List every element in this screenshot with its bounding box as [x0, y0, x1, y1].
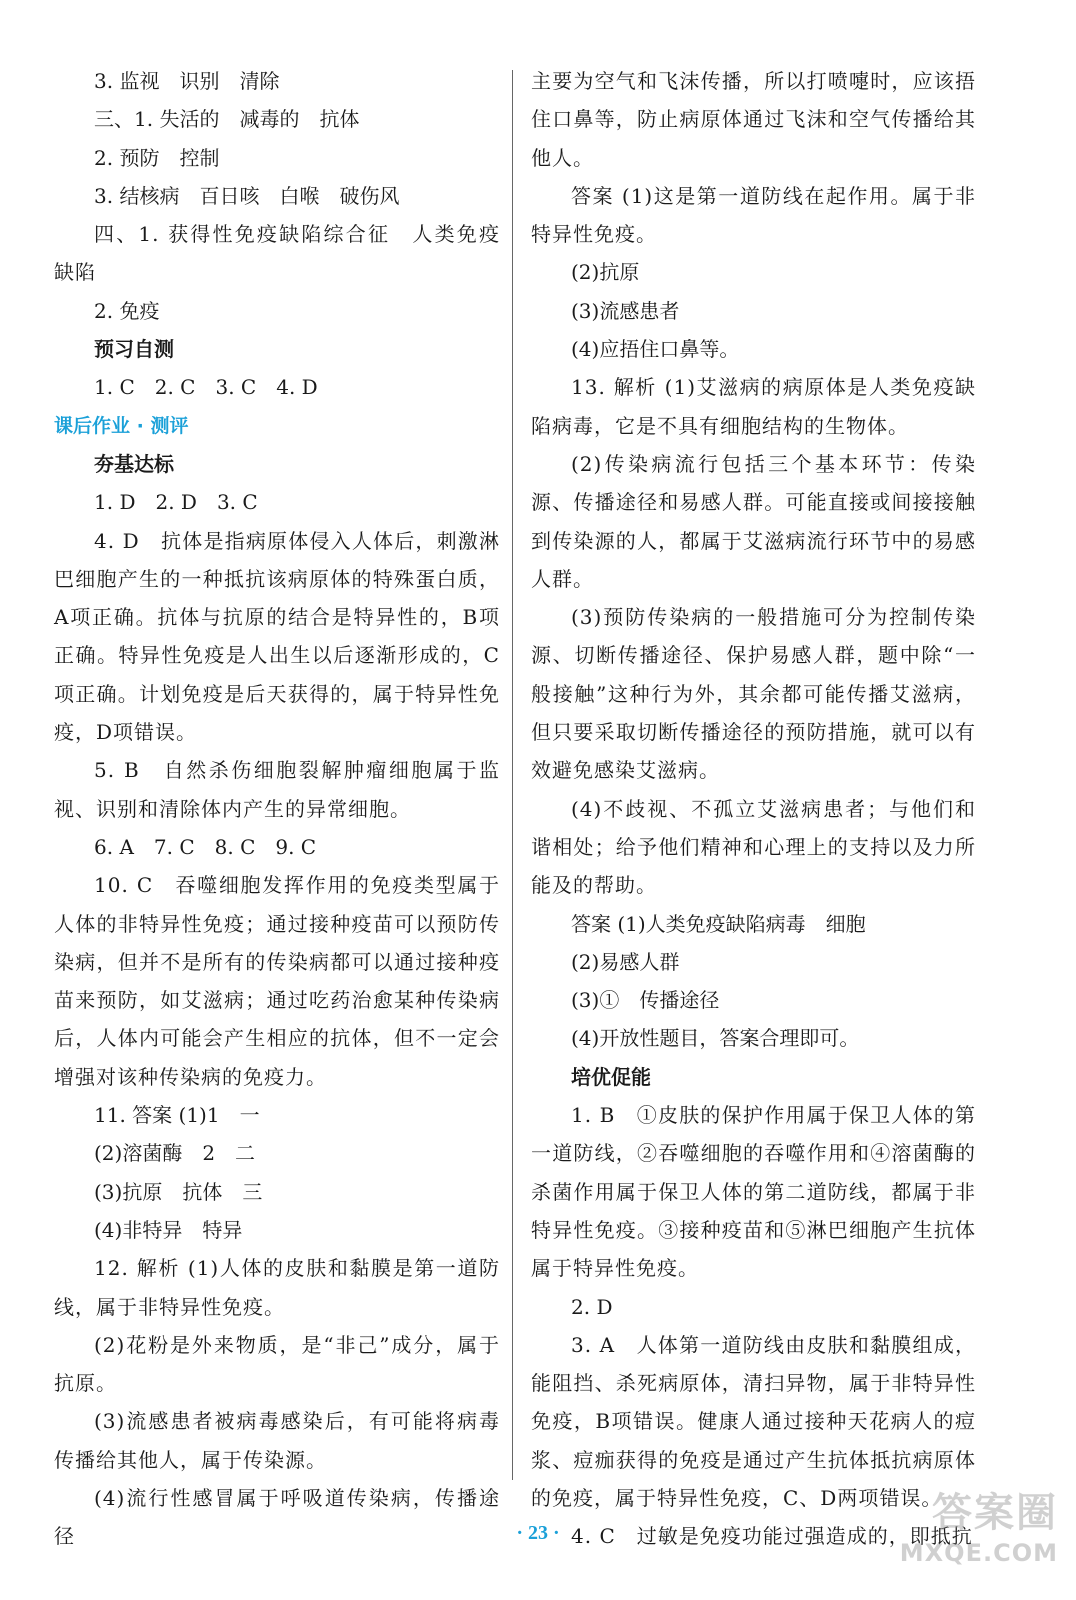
- left-paragraph: 2. 预防 控制: [94, 145, 220, 170]
- right-paragraph: (2)传染病流行包括三个基本环节：传染源、传播途径和易感人群。可能直接或间接接触到传染源的人，都属于艾滋病流行环节中的易感人群。: [531, 451, 976, 591]
- right-paragraph: 答案 (1)人类免疫缺陷病毒 细胞: [571, 911, 866, 936]
- right-paragraph: (3)流感患者: [571, 298, 680, 323]
- right-paragraph: (3)① 传播途径: [571, 988, 720, 1013]
- left-paragraph: 5. B 自然杀伤细胞裂解肿瘤细胞属于监视、识别和清除体内产生的异常细胞。: [54, 758, 500, 821]
- left-paragraph: 4. D 抗体是指病原体侵入人体后，刺激淋巴细胞产生的一种抵抗该病原体的特殊蛋白质，A项正确。抗体与抗原的结合是特异性的，B项正确。特异性免疫是人出生以后逐渐形成的，C项正确。计划免疫是后天获得的，属于特异性免疫，D项错误。: [54, 528, 500, 745]
- left-paragraph: (3)抗原 抗体 三: [94, 1179, 263, 1204]
- left-paragraph: 3. 监视 识别 清除: [94, 69, 280, 93]
- left-paragraph: 预习自测: [94, 337, 174, 362]
- left-column: [54, 62, 500, 1556]
- left-paragraph: 课后作业 · 测评: [54, 414, 189, 437]
- watermark-url: MXQE.COM: [899, 1539, 1058, 1567]
- left-paragraph: 1. D 2. D 3. C: [94, 490, 258, 515]
- left-paragraph: (2)溶菌酶 2 二: [94, 1141, 256, 1166]
- column-divider: [512, 70, 513, 1480]
- right-paragraph: 4. C 过敏是免疫功能过强造成的，即抵抗: [571, 1524, 973, 1549]
- right-paragraph: (4)不歧视、不孤立艾滋病患者；与他们和谐相处；给予他们精神和心理上的支持以及力所能及的帮助。: [531, 796, 976, 898]
- left-paragraph: 10. C 吞噬细胞发挥作用的免疫类型属于人体的非特异性免疫；通过接种疫苗可以预防传染病，但并不是所有的传染病都可以通过接种疫苗来预防，如艾滋病；通过吃药治愈某种传染病后，人体内可能会产生相应的抗体，但不一定会增强对该种传染病的免疫力。: [54, 873, 500, 1089]
- right-paragraph: 主要为空气和飞沫传播，所以打喷嚏时，应该捂住口鼻等，防止病原体通过飞沫和空气传播给其他人。: [531, 69, 976, 170]
- watermark: [898, 1488, 1058, 1584]
- left-paragraph: 12. 解析 (1)人体的皮肤和黏膜是第一道防线，属于非特异性免疫。: [54, 1256, 500, 1319]
- left-paragraph: (3)流感患者被病毒感染后，有可能将病毒传播给其他人，属于传染源。: [54, 1409, 500, 1472]
- left-paragraph: (4)流行性感冒属于呼吸道传染病，传播途径: [54, 1485, 500, 1549]
- right-paragraph: (4)应捂住口鼻等。: [571, 337, 740, 362]
- left-paragraph: 夯基达标: [94, 451, 174, 476]
- right-paragraph: 13. 解析 (1)艾滋病的病原体是人类免疫缺陷病毒，它是不具有细胞结构的生物体。: [531, 375, 976, 438]
- left-paragraph: (4)非特异 特异: [94, 1217, 243, 1242]
- right-paragraph: (2)抗原: [571, 260, 640, 285]
- left-paragraph: 6. A 7. C 8. C 9. C: [94, 834, 317, 859]
- left-paragraph: 11. 答案 (1)1 一: [94, 1103, 260, 1128]
- right-paragraph: 1. B ①皮肤的保护作用属于保卫人体的第一道防线，②吞噬细胞的吞噬作用和④溶菌酶的杀菌作用属于保卫人体的第二道防线，都属于非特异性免疫。③接种疫苗和⑤淋巴细胞产生抗体属于特异性免疫。: [531, 1103, 976, 1281]
- right-paragraph: (2)易感人群: [571, 949, 680, 974]
- left-paragraph: 四、1. 获得性免疫缺陷综合征 人类免疫缺陷: [54, 222, 500, 285]
- left-paragraph: 1. C 2. C 3. C 4. D: [94, 375, 318, 400]
- right-paragraph: 2. D: [571, 1294, 613, 1319]
- right-paragraph: 答案 (1)这是第一道防线在起作用。属于非特异性免疫。: [531, 183, 976, 247]
- left-paragraph: 3. 结核病 百日咳 白喉 破伤风: [94, 183, 400, 208]
- left-paragraph: 2. 免疫: [94, 298, 160, 323]
- right-paragraph: 培优促能: [571, 1064, 651, 1089]
- right-paragraph: (4)开放性题目，答案合理即可。: [571, 1026, 860, 1051]
- right-paragraph: 3. A 人体第一道防线由皮肤和黏膜组成，能阻挡、杀死病原体，清扫异物，属于非特异性免疫，B项错误。健康人通过接种天花病人的痘浆、痘痂获得的免疫是通过产生抗体抵抗病原体的免疫，属于特异性免疫，C、D两项错误。: [531, 1332, 976, 1510]
- left-paragraph: (2)花粉是外来物质，是“非己”成分，属于抗原。: [54, 1332, 500, 1396]
- right-paragraph: (3)预防传染病的一般措施可分为控制传染源、切断传播途径、保护易感人群，题中除“一般接触”这种行为外，其余都可能传播艾滋病，但只要采取切断传播途径的预防措施，就可以有效避免感染艾滋病。: [531, 605, 976, 783]
- watermark-logo: 答案圈: [932, 1490, 1058, 1536]
- page-number: · 23 ·: [516, 1522, 560, 1544]
- right-column: [531, 62, 976, 1556]
- left-paragraph: 三、1. 失活的 减毒的 抗体: [94, 107, 360, 132]
